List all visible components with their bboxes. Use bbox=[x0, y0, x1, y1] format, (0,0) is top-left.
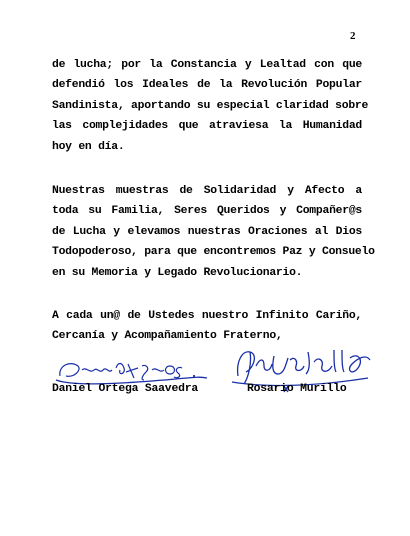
paragraph-2 bbox=[52, 181, 375, 283]
paragraph-line: Cercanía y Acompañamiento Fraterno, bbox=[52, 330, 283, 343]
signer-name-1: Daniel Ortega Saavedra bbox=[52, 383, 198, 395]
paragraph-1 bbox=[52, 55, 369, 157]
paragraph-3 bbox=[52, 306, 362, 347]
paragraph-line: en su Memoria y Legado Revolucionario. bbox=[52, 266, 303, 279]
paragraph-line: las complejidades que atraviesa la Humanidad bbox=[52, 120, 362, 133]
signer-name-2: Rosario Murillo bbox=[247, 383, 347, 395]
paragraph-line: Nuestras muestras de Solidaridad y Afecto a bbox=[52, 185, 362, 197]
paragraph-line: toda su Familia, Seres Queridos y Compañer@s bbox=[52, 205, 362, 218]
paragraph-line: defendió los Ideales de la Revolución Popular bbox=[52, 79, 362, 92]
page-number: 2 bbox=[350, 30, 356, 42]
paragraph-line: de Lucha y elevamos nuestras Oraciones al Dios bbox=[52, 225, 362, 238]
paragraph-line: Sandinista, aportando su especial claridad sobre bbox=[52, 99, 369, 112]
paragraph-line: A cada un@ de Ustedes nuestro Infinito Cariño, bbox=[52, 310, 362, 322]
paragraph-line: Todopoderoso, para que encontremos Paz y Consuelo bbox=[52, 246, 375, 259]
paragraph-line: hoy en día. bbox=[52, 140, 125, 153]
paragraph-line: de lucha; por la Constancia y Lealtad con que bbox=[52, 59, 362, 71]
